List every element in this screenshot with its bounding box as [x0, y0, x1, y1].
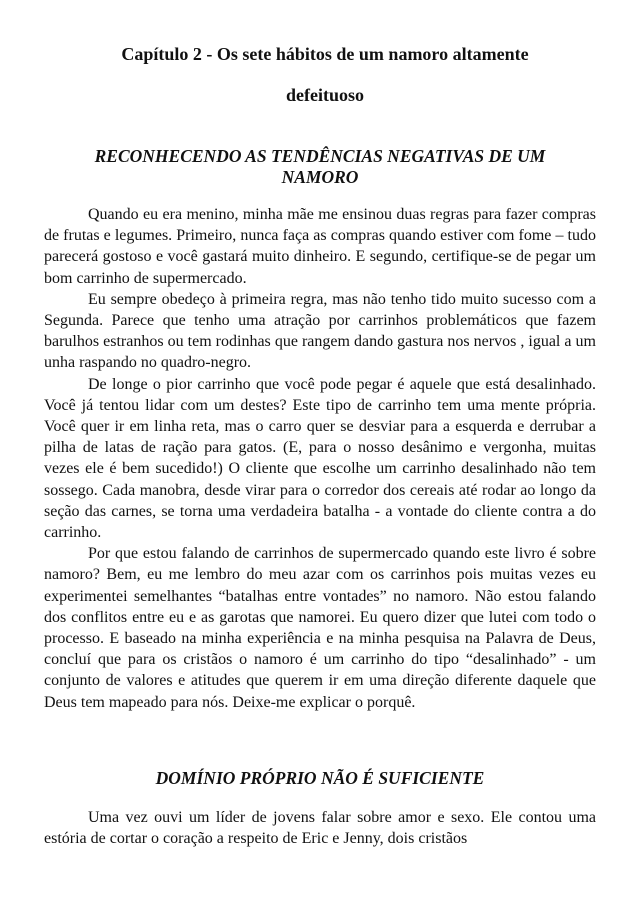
chapter-title-line-2: defeituoso [286, 85, 364, 105]
paragraph: Eu sempre obedeço à primeira regra, mas não tenho tido muito sucesso com a Segunda. Parece que tenho uma atração por carrinhos problemáticos que fazem barulhos estranhos ou tem rodinhas que rangem dando gastura nos nervos , igual a um unha raspando no quadro-negro. [44, 290, 596, 372]
paragraph: Uma vez ouvi um líder de jovens falar sobre amor e sexo. Ele contou uma estória de cortar o coração a respeito de Eric e Jenny, dois cristãos [44, 809, 596, 848]
paragraph: Quando eu era menino, minha mãe me ensinou duas regras para fazer compras de frutas e legumes. Primeiro, nunca faça as compras quando estiver com fome – tudo parecerá gostoso e você gastará muito dinheiro. E segundo, certifique-se de pegar um bom carrinho de supermercado. [44, 206, 596, 287]
paragraph: Por que estou falando de carrinhos de supermercado quando este livro é sobre namoro? Bem, eu me lembro do meu azar com os carrinhos pois muitas vezes eu experimentei semelhantes “batalhas entre vontades” no namoro. Não estou falando dos conflitos entre eu e as garotas que namorei. Eu quero dizer que lutei com todo o processo. E baseado na minha experiência e na minha pesquisa na Palavra de Deus, concluí que para os cristãos o namoro é um carrinho do tipo “desalinhado” - um conjunto de valores e atitudes que querem ir em uma direção diferente daquele que Deus tem mapeado para nós. Deixe-me explicar o porquê. [44, 545, 596, 711]
section-heading-line-2: NAMORO [281, 167, 359, 187]
section-heading: DOMÍNIO PRÓPRIO NÃO É SUFICIENTE [155, 768, 485, 788]
section-heading-line-1: RECONHECENDO AS TENDÊNCIAS NEGATIVAS DE UM [94, 146, 546, 166]
section-body [44, 204, 596, 713]
chapter-title-line-1: Capítulo 2 - Os sete hábitos de um namoro altamente [121, 44, 529, 64]
paragraph: De longe o pior carrinho que você pode pegar é aquele que está desalinhado. Você já tentou lidar com um destes? Este tipo de carrinho tem uma mente própria. Você quer ir em linha reta, mas o carro quer se desviar para a esquerda e derrubar a pilha de latas de ração para gatos. (E, para o nosso desânimo e vergonha, muitas vezes ele é bem sucedido!) O cliente que escolhe um carrinho desalinhado não tem sossego. Cada manobra, desde virar para o corredor dos cereais até rodar ao longo da seção das carnes, se torna uma verdadeira batalha - a vontade do cliente contra a do carrinho. [44, 375, 596, 542]
section-body [44, 807, 596, 849]
